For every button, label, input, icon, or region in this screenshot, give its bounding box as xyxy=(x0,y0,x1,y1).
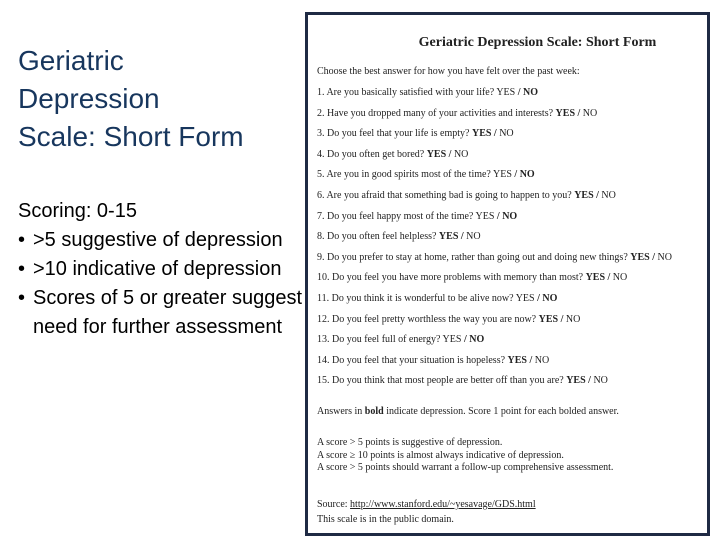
question-text: 14. Do you feel that your situation is hopeless? xyxy=(317,354,506,366)
answer-no: NO xyxy=(523,87,539,98)
question-text: 4. Do you often get bored? xyxy=(317,148,425,160)
answer-yes: YES xyxy=(426,148,447,160)
gds-question: 4. Do you often get bored? YES / NO xyxy=(317,148,469,160)
answer-no: NO xyxy=(466,231,481,243)
gds-form-image xyxy=(305,12,710,536)
answer-yes: YES xyxy=(475,210,495,222)
answer-yes: YES xyxy=(630,251,650,263)
answer-no: NO xyxy=(582,107,598,119)
answer-no: NO xyxy=(453,148,469,160)
gds-legend xyxy=(317,405,701,418)
gds-question: 5. Are you in good spirits most of the time? YES / NO xyxy=(317,169,535,181)
scoring-heading: Scoring: 0-15 xyxy=(18,200,137,222)
slide-title-line: Geriatric xyxy=(18,45,124,76)
answer-no: NO xyxy=(542,292,558,304)
gds-question: 1. Are you basically satisfied with your life? YES / NO xyxy=(317,87,539,98)
score-note: A score > 5 points is suggestive of depression. xyxy=(317,437,503,448)
score-note: A score > 5 points should warrant a follow-up comprehensive assessment. xyxy=(317,462,614,473)
answer-yes: YES xyxy=(438,231,459,243)
answer-yes: YES xyxy=(442,334,462,346)
answer-yes: YES xyxy=(471,128,492,140)
question-text: 7. Do you feel happy most of the time? xyxy=(317,210,474,222)
bullet-item: • >5 suggestive of depression xyxy=(18,226,303,255)
question-text: 9. Do you prefer to stay at home, rather than going out and doing new things? xyxy=(317,251,628,263)
gds-source xyxy=(317,497,701,527)
gds-question: 2. Have you dropped many of your activities and interests? YES / NO xyxy=(317,107,598,119)
legend-bold: bold xyxy=(364,406,384,417)
question-text: 11. Do you think it is wonderful to be alive now? xyxy=(317,292,514,304)
answer-yes: YES xyxy=(515,292,535,304)
slide-title-line: Depression xyxy=(18,83,160,114)
source-label: Source: xyxy=(317,499,351,510)
scoring-section xyxy=(18,197,303,342)
gds-question: 3. Do you feel that your life is empty? YES / NO xyxy=(317,128,514,140)
answer-no: NO xyxy=(499,128,514,140)
question-text: 12. Do you feel pretty worthless the way you are now? xyxy=(317,313,537,325)
scoring-bullets xyxy=(18,226,303,342)
answer-no: NO xyxy=(657,251,672,263)
bullet-item: • >10 indicative of depression xyxy=(18,255,303,284)
gds-question: 8. Do you often feel helpless? YES / NO xyxy=(317,231,481,243)
answer-no: NO xyxy=(612,272,628,284)
bullet-item: • Scores of 5 or greater suggest need for further assessment xyxy=(18,284,303,342)
gds-question: 6. Are you afraid that something bad is going to happen to you? YES / NO xyxy=(317,189,616,201)
question-text: 8. Do you often feel helpless? xyxy=(317,231,437,243)
legend-post: indicate depression. Score 1 point for each bolded answer. xyxy=(383,406,619,417)
answer-yes: YES xyxy=(555,107,575,119)
gds-question: 15. Do you think that most people are better off than you are? YES / NO xyxy=(317,375,608,387)
gds-question: 11. Do you think it is wonderful to be alive now? YES / NO xyxy=(317,292,558,304)
answer-yes: YES xyxy=(493,169,512,181)
slide-title xyxy=(18,42,303,156)
question-text: 3. Do you feel that your life is empty? xyxy=(317,128,470,140)
answer-yes: YES xyxy=(566,375,586,387)
gds-score-notes xyxy=(317,437,701,475)
slide-title-line: Scale: Short Form xyxy=(18,121,244,152)
answer-yes: YES xyxy=(585,272,606,284)
gds-question: 13. Do you feel full of energy? YES / NO xyxy=(317,334,485,346)
answer-no: NO xyxy=(534,354,550,366)
question-text: 10. Do you feel you have more problems with memory than most? xyxy=(317,272,584,284)
question-text: 15. Do you think that most people are better off than you are? xyxy=(317,375,564,387)
gds-question: 14. Do you feel that your situation is hopeless? YES / NO xyxy=(317,354,550,366)
question-text: 2. Have you dropped many of your activities and interests? xyxy=(317,107,554,119)
answer-yes: YES xyxy=(507,354,527,366)
gds-question-list xyxy=(317,86,701,395)
answer-yes: YES xyxy=(496,87,516,98)
legend-pre: Answers in xyxy=(317,406,365,417)
question-text: 1. Are you basically satisfied with your life? xyxy=(317,87,495,98)
answer-no: NO xyxy=(565,313,581,325)
gds-question: 10. Do you feel you have more problems with memory than most? YES / NO xyxy=(317,272,628,284)
answer-no: NO xyxy=(502,210,518,222)
question-text: 5. Are you in good spirits most of the time? xyxy=(317,169,491,181)
answer-no: NO xyxy=(519,169,535,181)
public-domain-note: This scale is in the public domain. xyxy=(317,514,454,525)
gds-title: Geriatric Depression Scale: Short Form xyxy=(418,35,657,50)
source-link[interactable]: http://www.stanford.edu/~yesavage/GDS.html xyxy=(350,499,536,510)
gds-question: 9. Do you prefer to stay at home, rather than going out and doing new things? YES / NO xyxy=(317,251,672,263)
question-text: 13. Do you feel full of energy? xyxy=(317,334,441,346)
answer-no: NO xyxy=(593,375,608,387)
answer-yes: YES xyxy=(574,189,594,201)
answer-no: NO xyxy=(469,334,485,346)
gds-question: 12. Do you feel pretty worthless the way you are now? YES / NO xyxy=(317,313,581,325)
answer-no: NO xyxy=(601,189,616,201)
gds-question: 7. Do you feel happy most of the time? YES / NO xyxy=(317,210,518,222)
score-note: A score ≥ 10 points is almost always indicative of depression. xyxy=(317,449,564,461)
answer-yes: YES xyxy=(538,313,559,325)
question-text: 6. Are you afraid that something bad is going to happen to you? xyxy=(317,189,572,201)
gds-instructions: Choose the best answer for how you have felt over the past week: xyxy=(317,66,580,77)
